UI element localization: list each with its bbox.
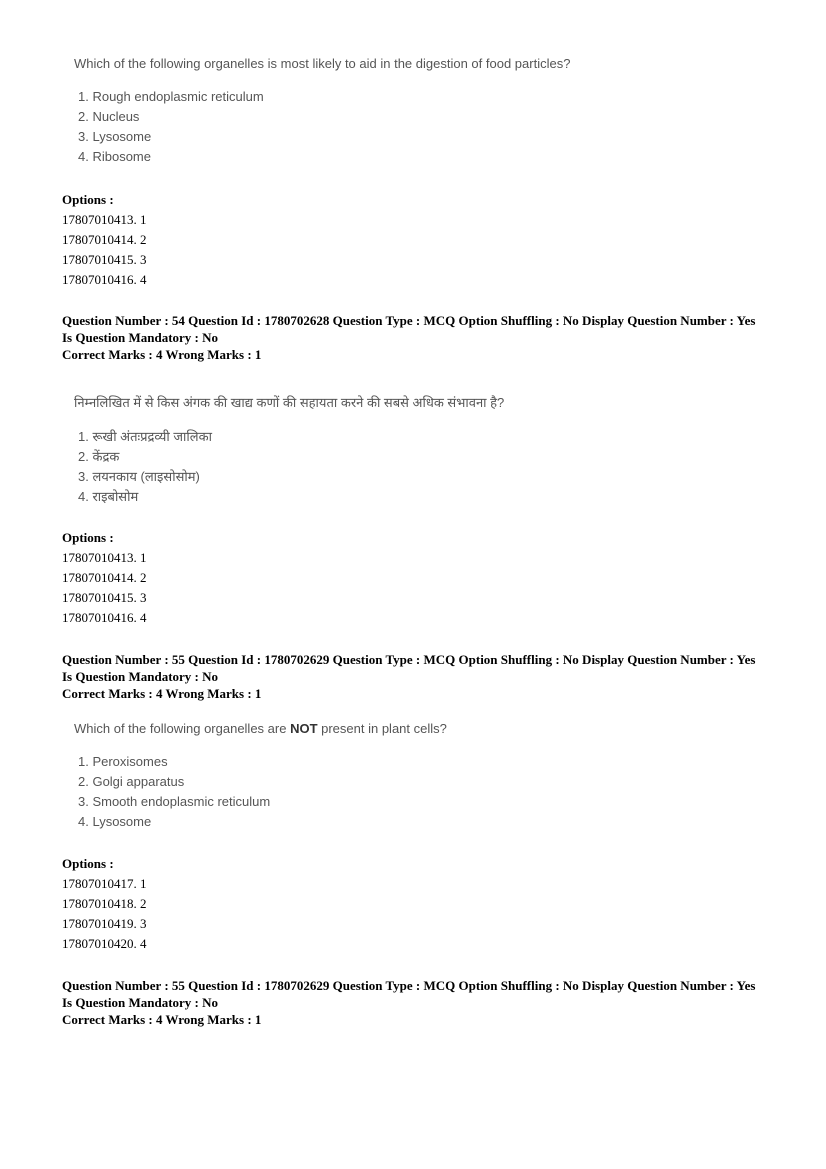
question-image-q55-english (74, 721, 447, 832)
question-choice-list (78, 752, 447, 832)
question-choice: 1. रूखी अंतःप्रद्रव्यी जालिका (78, 429, 212, 444)
question-meta (62, 312, 782, 363)
option-id-row: 17807010417. 1 (62, 876, 147, 891)
question-mandatory-line: Is Question Mandatory : No (62, 669, 219, 684)
question-meta (62, 977, 782, 1028)
question-choice: 4. राइबोसोम (78, 489, 139, 504)
question-choice-list (78, 87, 570, 167)
question-meta-line: Question Number : 54 Question Id : 1780702628 Question Type : MCQ Option Shuffling : No Display Question Number : Yes (62, 313, 756, 328)
question-meta (62, 651, 782, 702)
option-id-row: 17807010413. 1 (62, 212, 147, 227)
question-choice: 3. Smooth endoplasmic reticulum (78, 794, 271, 809)
options-label: Options : (62, 192, 114, 207)
marks-line: Correct Marks : 4 Wrong Marks : 1 (62, 686, 262, 701)
question-choice: 4. Ribosome (78, 149, 151, 164)
options-label: Options : (62, 856, 114, 871)
question-choice: 2. Golgi apparatus (78, 774, 185, 789)
question-text-emphasis: NOT (290, 721, 318, 736)
question-meta-line: Question Number : 55 Question Id : 1780702629 Question Type : MCQ Option Shuffling : No Display Question Number : Yes (62, 652, 756, 667)
question-text: निम्नलिखित में से किस अंगक की खाद्य कणों की सहायता करने की सबसे अधिक संभावना है? (74, 395, 505, 410)
option-id-row: 17807010419. 3 (62, 916, 147, 931)
question-text-part: Which of the following organelles are (74, 721, 291, 736)
question-text-part: present in plant cells? (317, 721, 447, 736)
question-choice: 2. केंद्रक (78, 449, 120, 464)
option-id-row: 17807010420. 4 (62, 936, 147, 951)
option-id-row: 17807010413. 1 (62, 550, 147, 565)
option-id-row: 17807010414. 2 (62, 570, 147, 585)
question-text: Which of the following organelles is most likely to aid in the digestion of food particles? (74, 56, 571, 71)
question-mandatory-line: Is Question Mandatory : No (62, 330, 219, 345)
marks-line: Correct Marks : 4 Wrong Marks : 1 (62, 1012, 262, 1027)
options-list (62, 528, 147, 628)
question-choice-list (78, 427, 504, 507)
option-id-row: 17807010415. 3 (62, 590, 147, 605)
question-choice: 4. Lysosome (78, 814, 152, 829)
options-label: Options : (62, 530, 114, 545)
marks-line: Correct Marks : 4 Wrong Marks : 1 (62, 347, 262, 362)
question-choice: 2. Nucleus (78, 109, 140, 124)
question-choice: 1. Rough endoplasmic reticulum (78, 89, 264, 104)
option-id-row: 17807010416. 4 (62, 272, 147, 287)
question-choice: 1. Peroxisomes (78, 754, 168, 769)
options-list (62, 854, 147, 954)
question-image-q54-hindi (74, 393, 504, 507)
option-id-row: 17807010414. 2 (62, 232, 147, 247)
question-text (74, 721, 447, 736)
option-id-row: 17807010416. 4 (62, 610, 147, 625)
option-id-row: 17807010418. 2 (62, 896, 147, 911)
question-meta-line: Question Number : 55 Question Id : 1780702629 Question Type : MCQ Option Shuffling : No Display Question Number : Yes (62, 978, 756, 993)
options-list (62, 190, 147, 290)
option-id-row: 17807010415. 3 (62, 252, 147, 267)
question-choice: 3. लयनकाय (लाइसोसोम) (78, 469, 200, 484)
question-image-q53-english (74, 56, 570, 167)
question-choice: 3. Lysosome (78, 129, 152, 144)
question-mandatory-line: Is Question Mandatory : No (62, 995, 219, 1010)
